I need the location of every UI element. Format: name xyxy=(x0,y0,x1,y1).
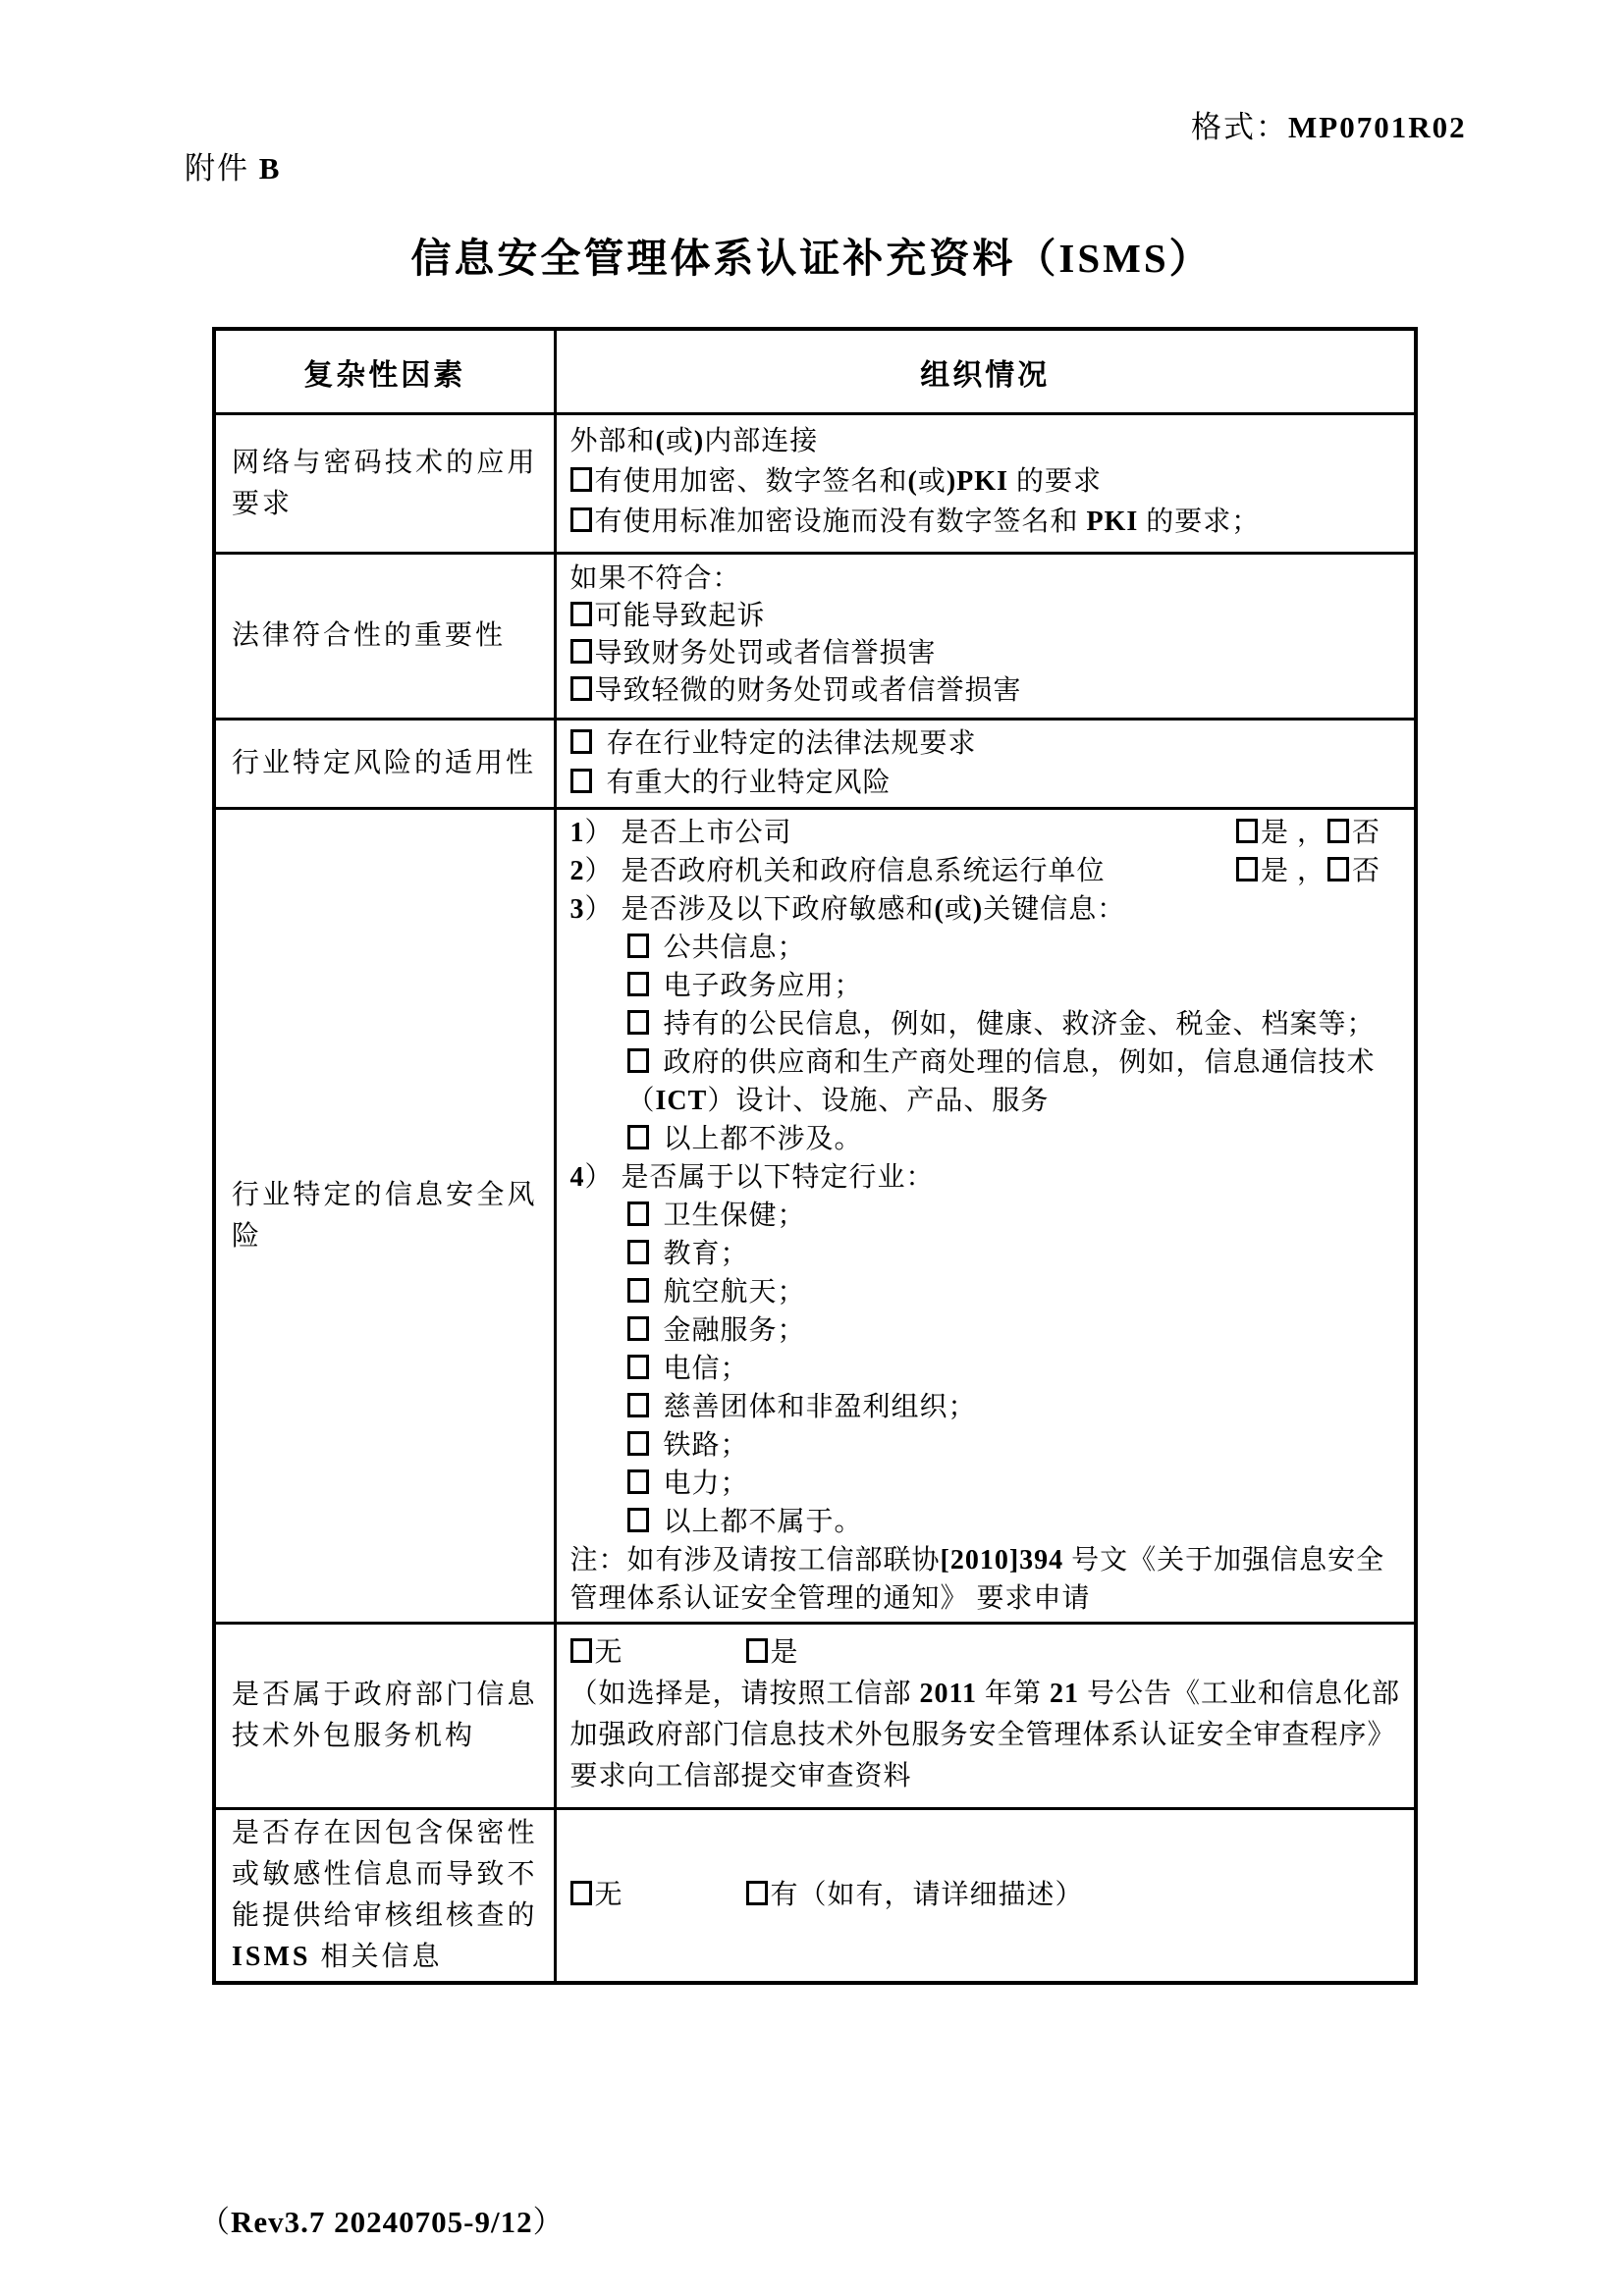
line-text: 公共信息； xyxy=(663,933,806,963)
line-text: 政府的供应商和生产商处理的信息，例如，信息通信技术 xyxy=(663,1047,1376,1078)
table-row xyxy=(214,554,1416,720)
header-complexity-factor: 复杂性因素 xyxy=(214,329,555,414)
checkbox[interactable] xyxy=(627,1508,649,1532)
text-line xyxy=(570,561,1401,598)
checkbox-option-line xyxy=(570,461,1401,502)
checkbox-option-line xyxy=(570,1350,1401,1388)
checkbox-option-line xyxy=(570,1426,1401,1465)
option-label: 无 xyxy=(594,1637,623,1668)
option-label: 有（如有，请详细描述） xyxy=(770,1880,1084,1910)
option-label: 否 xyxy=(1351,856,1380,886)
checkbox[interactable] xyxy=(746,1638,768,1663)
detail-cell xyxy=(555,809,1416,1624)
checkbox[interactable] xyxy=(1236,819,1258,843)
text-line xyxy=(570,1579,1401,1618)
checkbox[interactable] xyxy=(627,1125,649,1149)
text-line xyxy=(570,1715,1401,1756)
checkbox-option-line xyxy=(570,929,1401,967)
checkbox[interactable] xyxy=(570,1638,592,1663)
line-text: 要求向工信部提交审查资料 xyxy=(569,1761,912,1791)
checkbox-option-line xyxy=(570,724,1401,764)
checkbox-option-line xyxy=(570,764,1401,803)
option-label: 是 xyxy=(1260,818,1289,848)
factor-cell: 网络与密码技术的应用要求 xyxy=(214,414,555,554)
line-text: 管理体系认证安全管理的通知》 要求申请 xyxy=(569,1583,1091,1614)
yes-no-options xyxy=(1236,852,1380,890)
checkbox-option-line xyxy=(570,1465,1401,1503)
table-row xyxy=(214,414,1416,554)
line-text: 有使用加密、数字签名和(或)PKI 的要求 xyxy=(594,466,1102,497)
option-label: 是 xyxy=(1260,856,1289,886)
line-text: 外部和(或)内部连接 xyxy=(569,426,819,456)
attachment-label: 附件 B xyxy=(185,151,282,186)
line-text: 航空航天； xyxy=(663,1277,806,1308)
checkbox-option-line xyxy=(570,1235,1401,1273)
checkbox-option-line xyxy=(570,1120,1401,1158)
checkbox-option-line xyxy=(570,502,1401,542)
detail-cell xyxy=(555,1624,1416,1809)
text-line xyxy=(570,1158,1401,1197)
checkbox[interactable] xyxy=(570,1881,592,1905)
line-text: 卫生保健； xyxy=(663,1201,806,1231)
table-row xyxy=(214,720,1416,809)
line-text: 金融服务； xyxy=(663,1315,806,1346)
line-text: 1） 是否上市公司 xyxy=(569,818,792,848)
option-separator: ， xyxy=(1296,856,1325,886)
checkbox[interactable] xyxy=(627,1469,649,1494)
factor-cell: 行业特定的信息安全风险 xyxy=(214,809,555,1624)
header-organization-status: 组织情况 xyxy=(555,329,1416,414)
checkbox[interactable] xyxy=(746,1881,768,1905)
factor-cell: 是否存在因包含保密性或敏感性信息而导致不能提供给审核组核查的 ISMS 相关信息 xyxy=(214,1809,555,1984)
checkbox[interactable] xyxy=(627,1316,649,1341)
yes-no-options xyxy=(1236,814,1380,852)
checkbox[interactable] xyxy=(570,639,592,664)
checkbox[interactable] xyxy=(627,1278,649,1303)
line-text: 持有的公民信息，例如，健康、救济金、税金、档案等； xyxy=(663,1009,1376,1040)
detail-cell xyxy=(555,720,1416,809)
checkbox[interactable] xyxy=(1327,819,1349,843)
checkbox-option-line xyxy=(570,1043,1401,1082)
checkbox-option-line xyxy=(570,598,1401,635)
checkbox[interactable] xyxy=(627,1010,649,1035)
line-text: 有使用标准加密设施而没有数字签名和 PKI 的要求； xyxy=(594,507,1261,537)
line-text: 可能导致起诉 xyxy=(594,601,766,631)
option-label: 无 xyxy=(594,1880,623,1910)
line-text: 教育； xyxy=(663,1239,749,1269)
option-label: 否 xyxy=(1351,818,1380,848)
line-text: 有重大的行业特定风险 xyxy=(606,768,892,798)
checkbox[interactable] xyxy=(627,934,649,958)
table-row xyxy=(214,809,1416,1624)
checkbox[interactable] xyxy=(570,507,592,532)
checkbox[interactable] xyxy=(627,1431,649,1456)
text-line xyxy=(570,814,1401,852)
checkbox[interactable] xyxy=(570,602,592,626)
option-separator: ， xyxy=(1296,818,1325,848)
checkbox-option-line xyxy=(570,635,1401,672)
checkbox-option-line xyxy=(570,1273,1401,1311)
factor-cell: 是否属于政府部门信息技术外包服务机构 xyxy=(214,1624,555,1809)
line-text: 如果不符合： xyxy=(569,563,741,594)
line-text: 以上都不属于。 xyxy=(663,1507,863,1537)
checkbox-option-line xyxy=(570,1197,1401,1235)
table-header-row xyxy=(214,329,1416,414)
checkbox[interactable] xyxy=(1327,857,1349,881)
table-row xyxy=(214,1809,1416,1984)
line-text: 以上都不涉及。 xyxy=(663,1124,863,1154)
checkbox[interactable] xyxy=(627,1355,649,1379)
detail-cell xyxy=(555,1809,1416,1984)
text-line xyxy=(570,1082,1401,1120)
page-title: 信息安全管理体系认证补充资料（ISMS） xyxy=(410,236,1213,281)
text-line xyxy=(570,421,1401,461)
checkbox[interactable] xyxy=(627,972,649,996)
line-text: 导致轻微的财务处罚或者信誉损害 xyxy=(594,675,1022,706)
checkbox[interactable] xyxy=(1236,857,1258,881)
format-code: 格式：MP0701R02 xyxy=(1191,110,1467,144)
checkbox[interactable] xyxy=(627,1201,649,1226)
option-pair-line xyxy=(570,1875,1401,1916)
checkbox-option-line xyxy=(570,1388,1401,1426)
checkbox[interactable] xyxy=(570,769,592,793)
line-text: 铁路； xyxy=(663,1430,749,1461)
text-line xyxy=(570,890,1401,929)
checkbox[interactable] xyxy=(627,1393,649,1417)
text-line xyxy=(570,1756,1401,1797)
factor-cell: 行业特定风险的适用性 xyxy=(214,720,555,809)
checkbox-option-line xyxy=(570,967,1401,1005)
checkbox[interactable] xyxy=(570,467,592,492)
line-text: 注：如有涉及请按工信部联协[2010]394 号文《关于加强信息安全 xyxy=(569,1545,1385,1575)
checkbox[interactable] xyxy=(627,1048,649,1073)
line-text: 电子政务应用； xyxy=(663,971,863,1001)
line-text: （如选择是，请按照工信部 2011 年第 21 号公告《工业和信息化部 xyxy=(569,1679,1401,1709)
checkbox[interactable] xyxy=(627,1240,649,1264)
line-text: 加强政府部门信息技术外包服务安全管理体系认证安全审查程序》 xyxy=(569,1720,1396,1750)
checkbox-option-line xyxy=(570,1503,1401,1541)
line-text: （ICT）设计、设施、产品、服务 xyxy=(626,1086,1050,1116)
option-pair-line xyxy=(570,1632,1401,1674)
option-label: 是 xyxy=(770,1637,799,1668)
line-text: 导致财务处罚或者信誉损害 xyxy=(594,638,937,668)
text-line xyxy=(570,1674,1401,1715)
line-text: 2） 是否政府机关和政府信息系统运行单位 xyxy=(569,856,1106,886)
checkbox-option-line xyxy=(570,1005,1401,1043)
line-text: 电力； xyxy=(663,1468,749,1499)
table-row xyxy=(214,1624,1416,1809)
detail-cell xyxy=(555,554,1416,720)
line-text: 4） 是否属于以下特定行业： xyxy=(569,1162,935,1193)
checkbox-option-line xyxy=(570,1311,1401,1350)
text-line xyxy=(570,852,1401,890)
line-text: 电信； xyxy=(663,1354,749,1384)
line-text: 慈善团体和非盈利组织； xyxy=(663,1392,977,1422)
line-text: 3） 是否涉及以下政府敏感和(或)关键信息： xyxy=(569,894,1126,925)
text-line xyxy=(570,1541,1401,1579)
line-text: 存在行业特定的法律法规要求 xyxy=(606,728,977,759)
checkbox[interactable] xyxy=(570,729,592,754)
checkbox[interactable] xyxy=(570,676,592,701)
detail-cell xyxy=(555,414,1416,554)
complexity-table xyxy=(212,327,1418,1985)
factor-cell: 法律符合性的重要性 xyxy=(214,554,555,720)
footer-revision: （Rev3.7 20240705-9/12） xyxy=(199,2205,565,2239)
checkbox-option-line xyxy=(570,672,1401,710)
